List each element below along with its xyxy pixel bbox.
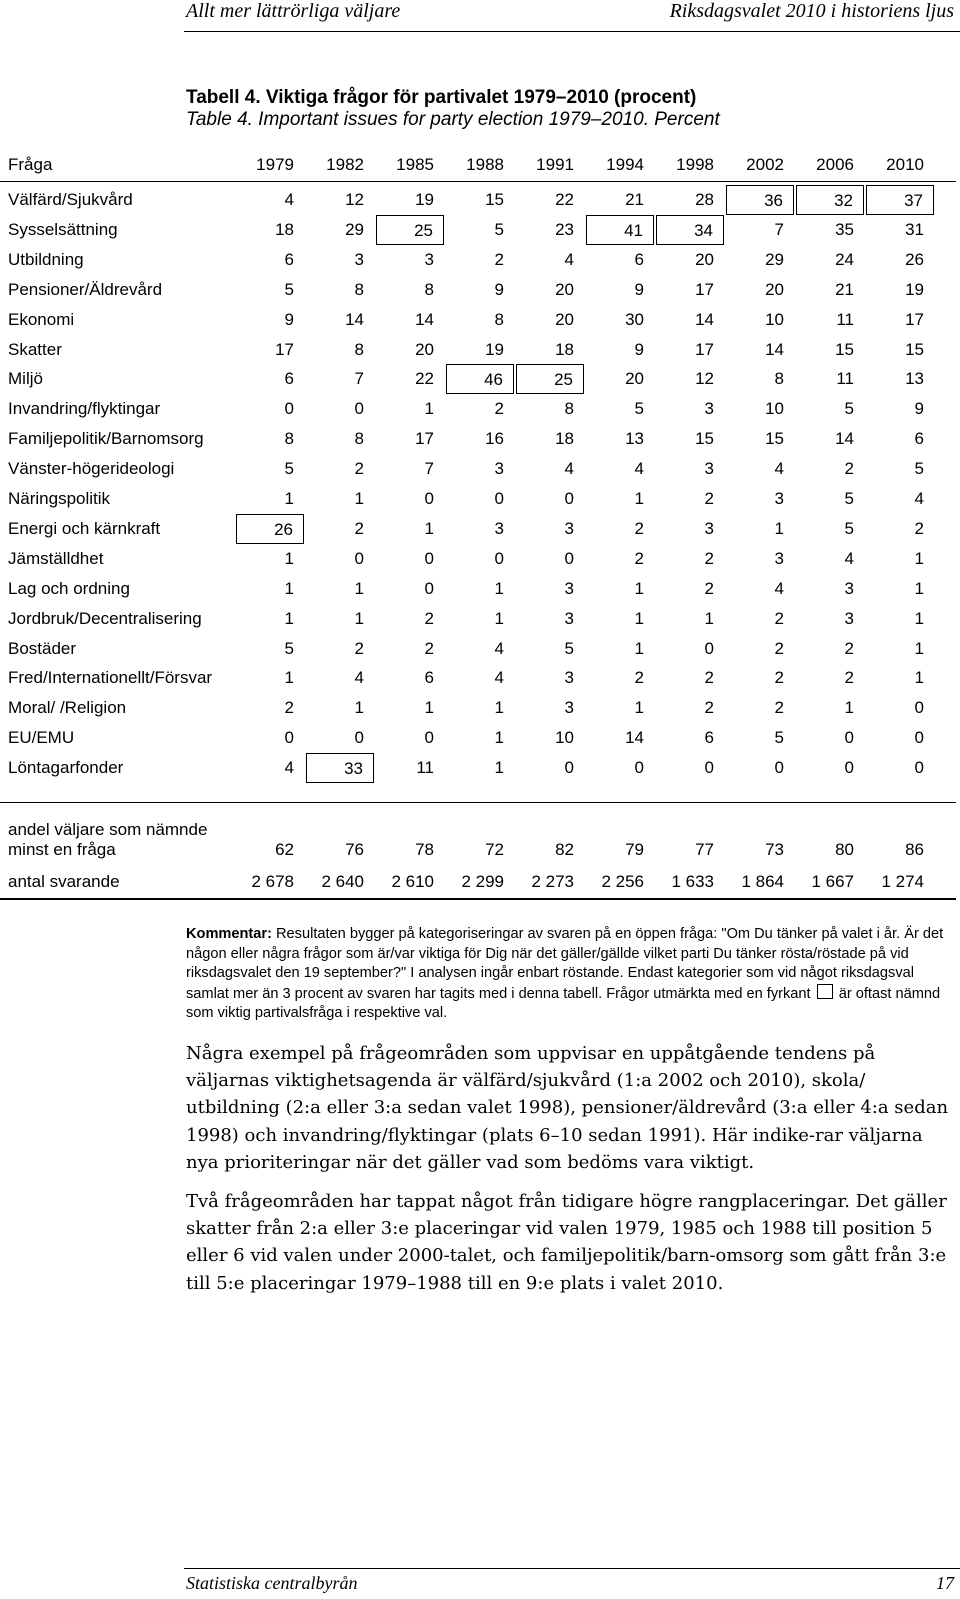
table-cell: 46 [446,364,514,394]
table-cell: 14 [345,309,364,329]
table-cell: 34 [656,215,724,245]
table-cell: 32 [796,185,864,215]
table-cell: 5 [844,399,854,419]
table-cell: 3 [704,518,714,538]
table-row [0,185,956,215]
respondents-label: antal svarande [8,872,120,891]
table-cell: 0 [704,758,714,778]
row-label: Utbildning [8,249,84,269]
table-cell: 14 [765,339,784,359]
table-cell: 11 [836,309,854,329]
table-cell: 3 [844,608,854,628]
share-cell: 80 [835,840,854,859]
table-cell: 8 [774,369,784,389]
table-bottom-rule [0,898,956,900]
table-cell: 1 [494,698,504,718]
table-cell: 19 [485,339,504,359]
row-label: Jordbruk/Decentralisering [8,608,202,628]
share-cell: 82 [555,840,574,859]
table-cell: 18 [555,429,574,449]
table-cell: 2 [704,548,714,568]
table-cell: 3 [704,459,714,479]
table-cell: 20 [625,369,644,389]
table-row [0,634,956,664]
table-cell: 3 [844,578,854,598]
header-rule [184,31,960,32]
table-cell: 11 [416,758,434,778]
share-cell: 77 [695,840,714,859]
table-cell: 9 [634,279,644,299]
respondents-cell: 2 640 [321,872,364,891]
table-cell: 12 [345,190,364,209]
table-cell: 6 [704,728,714,748]
table-cell: 2 [354,459,364,479]
row-label: Pensioner/Äldrevård [8,279,163,299]
table-cell: 1 [634,698,644,718]
table-cell: 2 [494,399,504,419]
share-cell: 62 [275,840,294,859]
table-cell: 20 [695,249,714,269]
table-title-swedish: Tabell 4. Viktiga frågor för partivalet 1979–2010 (procent) [186,87,697,108]
row-label: Lag och ordning [8,578,130,598]
table-cell: 0 [424,489,434,508]
table-cell: 7 [774,219,784,239]
table-cell: 1 [354,698,364,718]
table-cell: 2010 [886,155,924,174]
table-row [0,514,956,544]
footer-rule [184,1568,960,1569]
table-cell: 21 [835,279,854,299]
table-cell: 17 [275,339,294,359]
table-cell: 37 [866,185,934,215]
table-cell: 10 [765,309,784,329]
table-cell: 15 [905,339,924,359]
table-cell: 1 [634,638,644,658]
table-row [0,723,956,753]
table-cell: 4 [354,668,364,688]
table-cell: 5 [564,638,574,658]
table-cell: 41 [586,215,654,245]
table-cell: 24 [835,249,854,269]
table-cell: 1985 [396,155,434,174]
table-cell: 29 [345,219,364,239]
table-cell: 9 [284,309,294,329]
table-cell: 18 [555,339,574,359]
table-cell: 2 [774,638,784,658]
table-cell: 2 [844,638,854,658]
table-cell: 20 [555,309,574,329]
share-cell: 79 [625,840,644,859]
table-cell: 14 [625,728,644,748]
table-cell: 28 [695,190,714,209]
table-cell: 5 [774,728,784,748]
respondents-cell: 2 299 [461,872,504,891]
table-cell: 2 [914,518,924,538]
table-cell: 1 [424,399,434,419]
table-cell: 2 [774,608,784,628]
table-cell: 1991 [536,155,574,174]
table-cell: 4 [774,578,784,598]
table-cell: 25 [376,215,444,245]
row-label: Näringspolitik [8,489,111,508]
table-cell: 1 [354,489,364,508]
table-cell: 6 [634,249,644,269]
table-cell: 1 [284,489,294,508]
table-cell: 2 [704,668,714,688]
row-label: Sysselsättning [8,219,118,239]
table-cell: 1988 [466,155,504,174]
table-cell: 0 [354,399,364,419]
table-cell: 1 [284,668,294,688]
table-row [0,604,956,634]
table-cell: 21 [625,190,644,209]
table-cell: 8 [284,429,294,449]
table-cell: 17 [905,309,924,329]
table-row [0,544,956,574]
comment-text-part1: Resultaten bygger på kategoriseringar av svaren på en öppen fråga: "Om Du tänker på valet i år. Är det någon eller några frågor som är/var viktiga för Dig när det gäller/gällde vilket parti Du tänker rösta/röstade på vid riksdagsvalet den 19 september?" I analysen ingår enbart röstande. Endast kategorier som vid något riksdagsval samlat mer än 3 procent av svaren har tagits med i denna tabell. Frågor utmärkta med en fyrkant [186,926,944,1002]
table-cell: 0 [424,728,434,748]
summary-rule [0,802,956,803]
table-cell: 1 [634,608,644,628]
table-cell: 1 [494,608,504,628]
table-cell: 1 [284,608,294,628]
table-cell: 2 [704,698,714,718]
table-comment [186,925,946,1024]
body-paragraph-2: Två frågeområden har tappat något från tidigare högre rangplaceringar. Det gäller skatter från 2:a eller 3:e placeringar vid valen 1979, 1985 och 1988 till position 5 eller 6 vid valen under 2000-talet, och familjepolitik/barn-omsorg som gått från 3:e till 5:e placeringar 1979–1988 till en 9:e plats i valet 2010. [186,1191,947,1294]
table-cell: 1 [914,548,924,568]
table-cell: 1 [914,608,924,628]
running-header [0,0,960,44]
table-cell: 20 [765,279,784,299]
table-cell: 1 [354,578,364,598]
table-cell: 1 [844,698,854,718]
table-cell: 0 [354,728,364,748]
table-cell: 3 [564,698,574,718]
row-label: Jämställdhet [8,548,104,568]
table-cell: 22 [415,369,434,389]
page-number: 17 [936,1573,954,1593]
table-title [186,87,720,131]
table-row [0,663,956,693]
table-cell: 1 [914,638,924,658]
table-cell: 0 [424,548,434,568]
table-cell: 14 [695,309,714,329]
share-cell: 78 [415,840,434,859]
table-cell: 9 [634,339,644,359]
table-cell: 0 [424,578,434,598]
table-cell: 3 [354,249,364,269]
table-cell: 8 [564,399,574,419]
running-footer [0,1570,960,1599]
table-cell: 19 [905,279,924,299]
table-row [0,275,956,305]
table-cell: 0 [354,548,364,568]
table-cell: 0 [564,548,574,568]
respondents-cell: 1 667 [811,872,854,891]
table-cell: 6 [424,668,434,688]
table-cell: 1 [914,578,924,598]
table-cell: 0 [564,489,574,508]
table-cell: 17 [415,429,434,449]
table-cell: 1 [634,578,644,598]
respondents-cell: 1 633 [671,872,714,891]
table-cell: 0 [914,698,924,718]
table-row [0,693,956,723]
share-cell: 73 [765,840,784,859]
row-label: Skatter [8,339,62,359]
respondents-cell: 2 678 [251,872,294,891]
table-cell: 2 [844,668,854,688]
box-marker-icon [817,984,833,999]
table-cell: 4 [914,489,924,508]
table-header-row [0,150,956,180]
table-cell: 0 [844,758,854,778]
table-cell: 1 [494,758,504,778]
table-cell: 0 [774,758,784,778]
row-label: EU/EMU [8,728,75,748]
table-cell: 33 [306,753,374,783]
comment-text-part2: är oftast nämnd som viktig partivalsfråga i respektive val. [186,985,941,1021]
row-label: Invandring/flyktingar [8,399,161,419]
table-row [0,364,956,394]
table-cell: 9 [494,279,504,299]
table-cell: 3 [564,608,574,628]
table-cell: 2 [424,608,434,628]
table-row [0,305,956,335]
header-right-text: Riksdagsvalet 2010 i historiens ljus [669,0,954,22]
row-label: Löntagarfonder [8,758,124,778]
table-cell: 2 [354,638,364,658]
table-title-english: Table 4. Important issues for party election 1979–2010. Percent [186,109,720,130]
table-cell: 8 [354,429,364,449]
table-cell: 16 [485,429,504,449]
body-paragraph-1: Några exempel på frågeområden som uppvisar en uppåtgående tendens på väljarnas viktighetsagenda är välfärd/sjukvård (1:a 2002 och 2010), skola/ utbildning (2:a eller 3:a sedan valet 1998), pensioner/äldrevård (3:a eller 4:a sedan 1998) och invandring/flyktingar (plats 6–10 sedan 1991). Här indike-rar väljarna nya prioriteringar när det gäller vad som bedöms vara viktigt. [186,1043,949,1173]
table-cell: 9 [914,399,924,419]
table-cell: 1 [284,548,294,568]
table-cell: 5 [634,399,644,419]
table-cell: 2 [284,698,294,718]
table-row [0,484,956,514]
table-row [0,215,956,245]
table-cell: 8 [494,309,504,329]
table-cell: 10 [765,399,784,419]
table-cell: 13 [625,429,644,449]
table-cell: 5 [284,459,294,479]
table-row [0,335,956,365]
table-cell: 3 [774,548,784,568]
table-cell: 22 [555,190,574,209]
table-cell: 3 [494,518,504,538]
table-cell: 1982 [326,155,364,174]
table-cell: 1 [284,578,294,598]
table-cell: 4 [564,459,574,479]
respondents-cell: 2 610 [391,872,434,891]
table-cell: 5 [494,219,504,239]
table-cell: 4 [284,758,294,778]
table-cell: 35 [835,219,854,239]
respondents-cell: 2 273 [531,872,574,891]
table-cell: 31 [905,219,924,239]
respondents-row [0,871,956,895]
footer-left-text: Statistiska centralbyrån [186,1573,358,1593]
share-label-line1: andel väljare som nämnde [8,820,208,839]
table-cell: 7 [354,369,364,389]
table-cell: 7 [424,459,434,479]
table-cell: 26 [236,514,304,544]
table-cell: 6 [914,429,924,449]
table-cell: 2002 [746,155,784,174]
table-cell: 15 [695,429,714,449]
table-cell: 15 [835,339,854,359]
share-cell: 72 [485,840,504,859]
table-row [0,245,956,275]
table-cell: 0 [914,758,924,778]
row-label: Miljö [8,369,43,389]
table-cell: 2 [634,668,644,688]
table-cell: 4 [564,249,574,269]
table-cell: 8 [354,279,364,299]
share-row [0,818,956,864]
table-cell: 2 [494,249,504,269]
respondents-cell: 2 256 [601,872,644,891]
table-cell: 2 [774,668,784,688]
table-cell: 20 [555,279,574,299]
table-cell: 1994 [606,155,644,174]
table-cell: 0 [704,638,714,658]
table-cell: 14 [835,429,854,449]
header-rule [0,181,956,182]
table-row [0,574,956,604]
row-label: Familjepolitik/Barnomsorg [8,429,204,449]
table-cell: 2 [634,548,644,568]
row-label: Ekonomi [8,309,75,329]
table-cell: 2 [704,578,714,598]
table-cell: 3 [424,249,434,269]
table-cell: 17 [695,339,714,359]
table-cell: 14 [415,309,434,329]
share-label-line2: minst en fråga [8,840,116,859]
table-cell: 1 [424,698,434,718]
table-cell: 8 [424,279,434,299]
table-cell: 1 [704,608,714,628]
table-cell: 1998 [676,155,714,174]
table-cell: 1 [424,518,434,538]
table-cell: 5 [844,518,854,538]
table-cell: 0 [284,399,294,419]
table-cell: 0 [564,758,574,778]
table-cell: 1 [494,728,504,748]
table-row [0,753,956,783]
table-cell: 15 [485,190,504,209]
row-label: Fred/Internationellt/Försvar [8,668,213,688]
table-cell: 3 [704,399,714,419]
row-label: Energi och kärnkraft [8,518,161,538]
table-cell: 15 [765,429,784,449]
table-cell: 2006 [816,155,854,174]
table-cell: 10 [555,728,574,748]
table-cell: 2 [634,518,644,538]
table-cell: 19 [415,190,434,209]
table-cell: 3 [564,668,574,688]
table-cell: 13 [905,369,924,389]
table-cell: 0 [494,489,504,508]
table-cell: 4 [284,190,294,209]
table-cell: 8 [354,339,364,359]
header-left-text: Allt mer lättrörliga väljare [186,0,401,22]
table-cell: 5 [914,459,924,479]
row-label: Välfärd/Sjukvård [8,190,133,209]
table-cell: 4 [844,548,854,568]
comment-label: Kommentar: [186,926,272,942]
row-label: Fråga [8,155,53,174]
table-cell: 20 [415,339,434,359]
table-cell: 36 [726,185,794,215]
table-row [0,424,956,454]
table-cell: 1 [634,489,644,508]
table-row [0,394,956,424]
table-cell: 1 [914,668,924,688]
table-cell: 17 [695,279,714,299]
table-cell: 0 [844,728,854,748]
table-cell: 29 [765,249,784,269]
table-cell: 18 [275,219,294,239]
table-cell: 6 [284,249,294,269]
table-cell: 0 [634,758,644,778]
table-cell: 1 [494,578,504,598]
table-cell: 2 [774,698,784,718]
table-cell: 5 [284,279,294,299]
table-cell: 30 [625,309,644,329]
table-cell: 5 [844,489,854,508]
table-cell: 0 [914,728,924,748]
table-cell: 4 [494,638,504,658]
table-cell: 1979 [256,155,294,174]
table-cell: 3 [774,489,784,508]
share-cell: 86 [905,840,924,859]
table-cell: 4 [634,459,644,479]
table-cell: 5 [284,638,294,658]
table-cell: 4 [494,668,504,688]
table-cell: 0 [494,548,504,568]
row-label: Bostäder [8,638,77,658]
table-cell: 6 [284,369,294,389]
table-cell: 1 [774,518,784,538]
row-label: Moral/ /Religion [8,698,127,718]
table-cell: 4 [774,459,784,479]
table-cell: 25 [516,364,584,394]
table-cell: 11 [836,369,854,389]
table-cell: 12 [695,369,714,389]
table-cell: 3 [564,578,574,598]
share-cell: 76 [345,840,364,859]
row-label: Vänster-högerideologi [8,459,175,479]
table-cell: 2 [424,638,434,658]
table-row [0,454,956,484]
respondents-cell: 1 864 [741,872,784,891]
table-cell: 23 [555,219,574,239]
table-cell: 2 [844,459,854,479]
table-cell: 2 [704,489,714,508]
respondents-cell: 1 274 [881,872,924,891]
table-cell: 3 [494,459,504,479]
table-cell: 26 [905,249,924,269]
table-cell: 1 [354,608,364,628]
table-cell: 0 [284,728,294,748]
table-cell: 3 [564,518,574,538]
table-cell: 2 [354,518,364,538]
